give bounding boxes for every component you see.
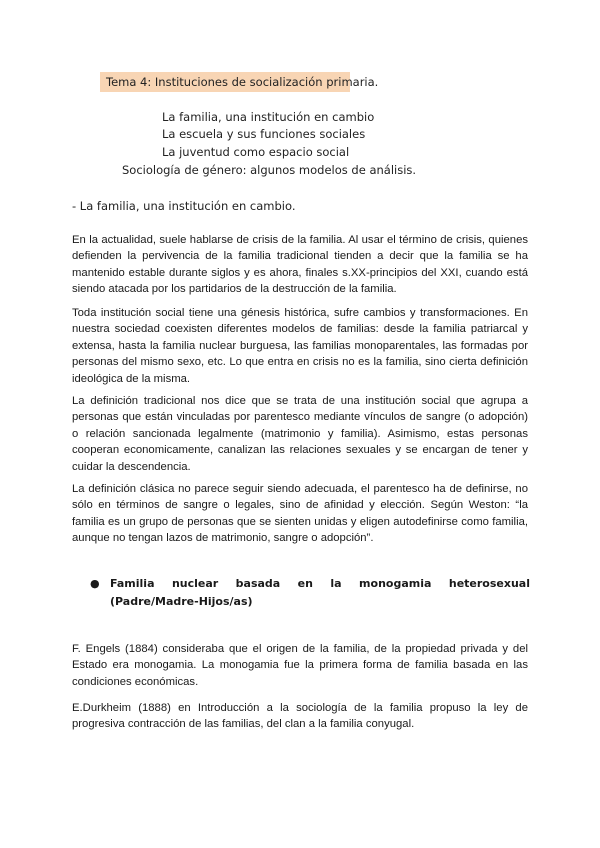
toc-item: La familia, una institución en cambio xyxy=(162,110,375,124)
topic-title: Tema 4: Instituciones de socialización primaria. xyxy=(100,72,350,92)
paragraph: E.Durkheim (1888) en Introducción a la sociología de la familia propuso la ley de progresiva contracción de las familias, del clan a la familia conyugal. xyxy=(72,702,528,731)
paragraph: La definición tradicional nos dice que se trata de una institución social que agrupa a personas que están vinculadas por parentesco mediante vínculos de sangre (o adopción) o relación sancionada legalmente (matrimonio y familia). Asimismo, estas personas cooperan economicamente, canalizan las relaciones sexuales y se encargan de tener y cuidar la descendencia. xyxy=(72,395,528,473)
paragraph: La definición clásica no parece seguir siendo adecuada, el parentesco ha de definirse, no sólo en términos de sangre o legales, sino de afinidad y elección. Según Weston: “la familia es un grupo de personas que se sienten unidas y eligen autodefinirse como familia, aunque no tengan lazos de matrimonio, sangre o adopción”. xyxy=(72,483,528,545)
bullet-line-2: (Padre/Madre-Hijos/as) xyxy=(110,595,253,608)
bullet-dot-icon: ● xyxy=(90,577,100,590)
bullet-line-1: Familia nuclear basada en la monogamia heterosexual xyxy=(110,577,530,590)
paragraph: F. Engels (1884) consideraba que el origen de la familia, de la propiedad privada y del Estado era monogamia. La monogamia fue la primera forma de familia basada en las condiciones económicas. xyxy=(72,643,528,688)
toc-item: La juventud como espacio social xyxy=(162,145,350,159)
section-heading: - La familia, una institución en cambio. xyxy=(72,199,296,213)
toc-item: La escuela y sus funciones sociales xyxy=(162,127,366,141)
paragraph: Toda institución social tiene una génesis histórica, sufre cambios y transformaciones. En nuestra sociedad coexisten diferentes modelos de familias: desde la familia patriarcal y extensa, hasta la familia nuclear burguesa, las familias monoparentales, las formadas por personas del mismo sexo, etc. Lo que entra en crisis no es la familia, sino cierta definición ideológica de la misma. xyxy=(72,307,528,385)
paragraph: En la actualidad, suele hablarse de crisis de la familia. Al usar el término de crisis, quienes defienden la pervivencia de la familia tradicional tienden a decir que la familia se ha mantenido estable durante siglos y es ahora, finales s.XX-principios del XXI, cuando está siendo atacada por los partidarios de la destrucción de la familia. xyxy=(72,234,528,296)
toc-item: Sociología de género: algunos modelos de análisis. xyxy=(122,163,417,177)
